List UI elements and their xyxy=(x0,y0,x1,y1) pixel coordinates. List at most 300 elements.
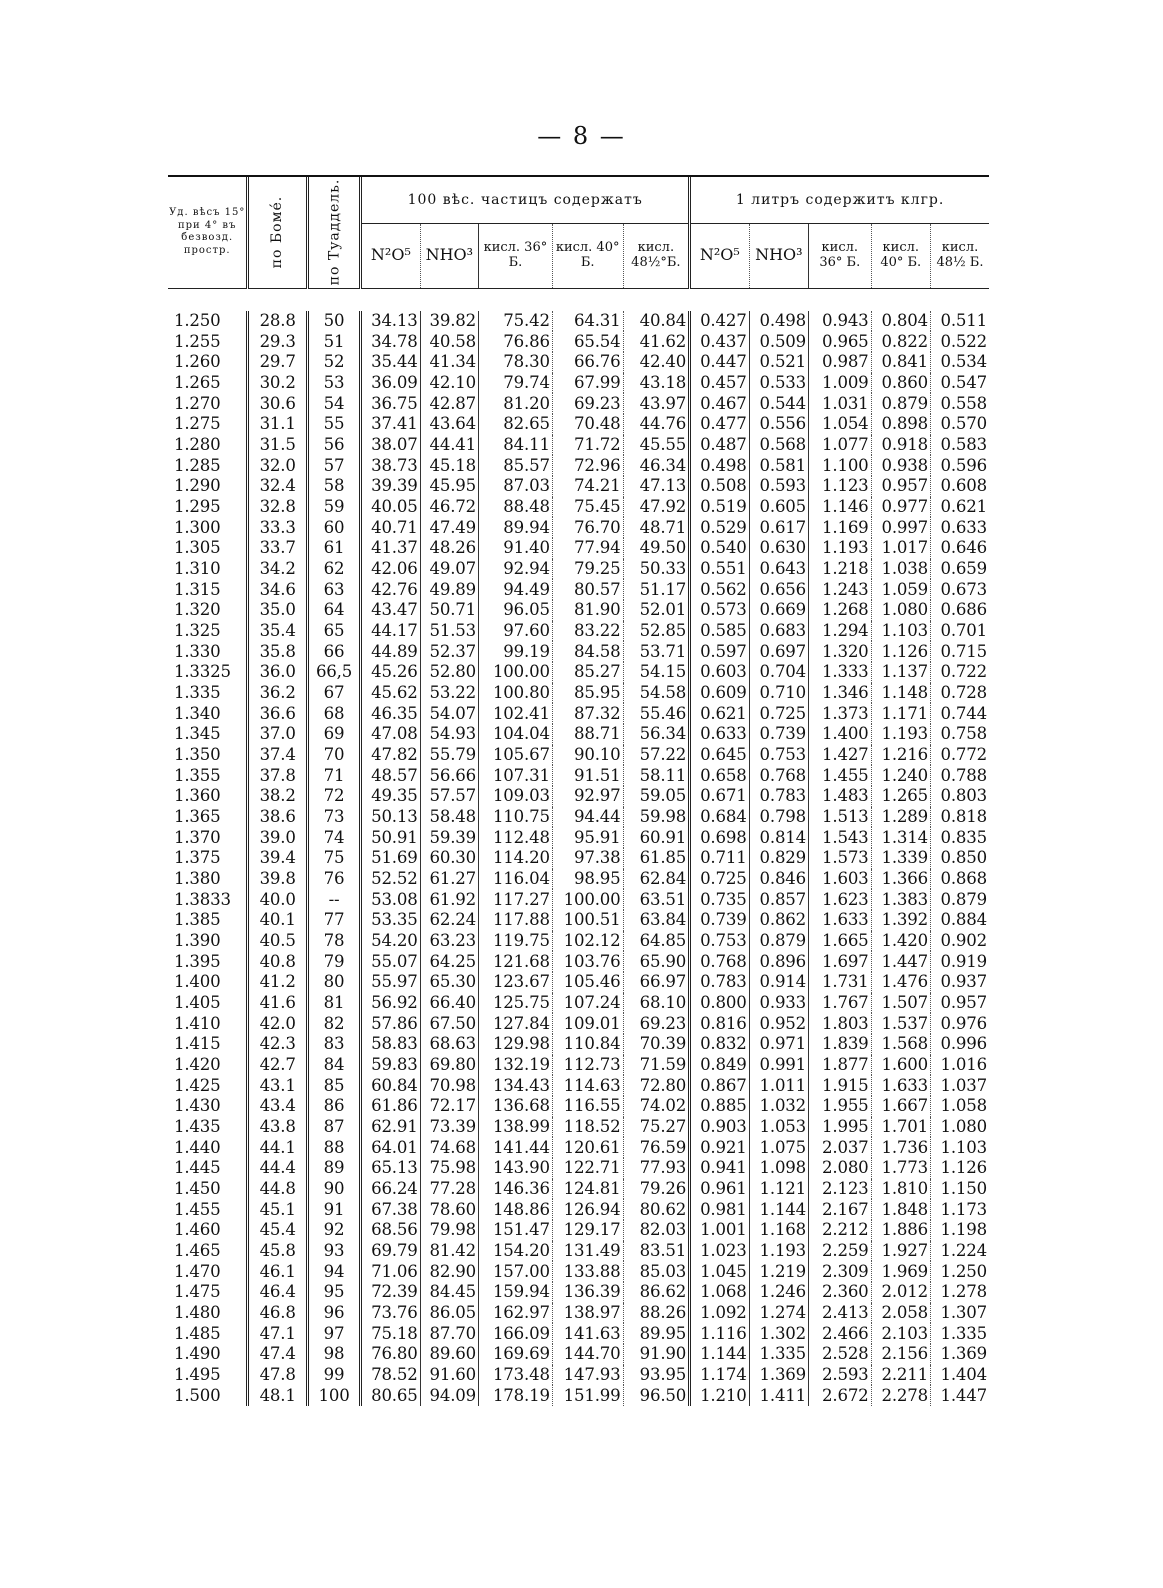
acid36-kg-cell: 1.333 xyxy=(809,662,872,683)
acid36-kg-cell: 2.259 xyxy=(809,1241,872,1262)
twaddell-cell: 57 xyxy=(307,455,360,476)
acid36-percent-cell: 141.44 xyxy=(479,1137,553,1158)
twaddell-cell: 51 xyxy=(307,331,360,352)
twaddell-cell: 76 xyxy=(307,869,360,890)
acid40-kg-cell: 1.240 xyxy=(871,765,930,786)
acid36-kg-cell: 1.146 xyxy=(809,497,872,518)
acid36-kg-cell: 1.193 xyxy=(809,538,872,559)
acid40-percent-cell: 71.72 xyxy=(552,435,623,456)
acid48-kg-cell: 0.686 xyxy=(940,600,987,620)
acid40-percent-cell: 84.58 xyxy=(552,641,623,662)
n2o5-kg-cell: 0.816 xyxy=(690,1013,749,1034)
n2o5-kg-cell: 1.045 xyxy=(690,1261,749,1282)
specific-gravity-cell: 1.445 xyxy=(168,1158,248,1179)
specific-gravity-cell: 1.425 xyxy=(168,1075,248,1096)
table-row xyxy=(168,393,989,414)
n2o5-percent-cell: 59.83 xyxy=(361,1055,420,1076)
n2o5-percent-cell: 55.07 xyxy=(361,951,420,972)
acid40-percent-cell: 110.84 xyxy=(552,1034,623,1055)
nho3-percent-cell: 42.87 xyxy=(420,393,478,414)
acid40-percent-cell: 109.01 xyxy=(552,1013,623,1034)
n2o5-percent-cell: 41.37 xyxy=(361,538,420,559)
nho3-kg-cell: 1.011 xyxy=(749,1075,808,1096)
specific-gravity-cell: 1.450 xyxy=(168,1179,248,1200)
n2o5-kg-cell: 1.068 xyxy=(690,1282,749,1303)
n2o5-kg-cell: 0.658 xyxy=(690,765,749,786)
nho3-kg-cell: 0.533 xyxy=(749,373,808,394)
acid36-percent-cell: 78.30 xyxy=(479,352,553,373)
nho3-percent-cell: 48.26 xyxy=(420,538,478,559)
header-column: кисл. 48½°Б. xyxy=(623,223,690,288)
acid40-kg-cell: 1.171 xyxy=(871,703,930,724)
nho3-kg-cell: 0.753 xyxy=(749,745,808,766)
table-row xyxy=(168,1385,989,1406)
n2o5-percent-cell: 50.13 xyxy=(361,807,420,828)
table-row xyxy=(168,745,989,766)
acid36-percent-cell: 91.40 xyxy=(479,538,553,559)
n2o5-kg-cell: 1.144 xyxy=(690,1344,749,1365)
twaddell-cell: 61 xyxy=(307,538,360,559)
acid48-kg-cell: 0.902 xyxy=(940,930,987,950)
table-row xyxy=(168,311,989,332)
n2o5-percent-cell: 62.91 xyxy=(361,1117,420,1138)
acid48-percent-cell: 76.59 xyxy=(623,1137,690,1158)
acid40-percent-cell: 88.71 xyxy=(552,724,623,745)
nho3-percent-cell: 62.24 xyxy=(420,910,478,931)
nho3-kg-cell: 0.933 xyxy=(749,993,808,1014)
n2o5-kg-cell: 1.092 xyxy=(690,1303,749,1324)
specific-gravity-cell: 1.280 xyxy=(168,435,248,456)
n2o5-kg-cell: 0.783 xyxy=(690,972,749,993)
n2o5-percent-cell: 38.07 xyxy=(361,435,420,456)
specific-gravity-cell: 1.500 xyxy=(168,1385,248,1406)
baume-cell: 47.1 xyxy=(248,1323,307,1344)
acid48-kg-cell: 0.659 xyxy=(940,558,987,578)
table-row xyxy=(168,1261,989,1282)
n2o5-percent-cell: 61.86 xyxy=(361,1096,420,1117)
acid48-kg-cell: 1.307 xyxy=(940,1303,987,1323)
nho3-percent-cell: 63.23 xyxy=(420,931,478,952)
acid36-percent-cell: 173.48 xyxy=(479,1365,553,1386)
table-row xyxy=(168,435,989,456)
acid48-percent-cell: 47.13 xyxy=(623,476,690,497)
acid40-kg-cell: 2.156 xyxy=(871,1344,930,1365)
n2o5-kg-cell: 0.941 xyxy=(690,1158,749,1179)
baume-cell: 43.4 xyxy=(248,1096,307,1117)
acid40-percent-cell: 64.31 xyxy=(552,311,623,332)
baume-cell: 36.6 xyxy=(248,703,307,724)
nho3-percent-cell: 86.05 xyxy=(420,1303,478,1324)
acid40-kg-cell: 1.265 xyxy=(871,786,930,807)
n2o5-percent-cell: 60.84 xyxy=(361,1075,420,1096)
acid48-kg-cell: 1.016 xyxy=(940,1055,987,1075)
acid36-percent-cell: 162.97 xyxy=(479,1303,553,1324)
acid36-percent-cell: 117.27 xyxy=(479,889,553,910)
acid48-kg-cell: 0.646 xyxy=(940,538,987,558)
nho3-percent-cell: 55.79 xyxy=(420,745,478,766)
acid48-kg-cell: 1.173 xyxy=(940,1199,987,1219)
acid36-percent-cell: 125.75 xyxy=(479,993,553,1014)
table-row xyxy=(168,1055,989,1076)
twaddell-cell: 65 xyxy=(307,621,360,642)
acid40-kg-cell: 1.366 xyxy=(871,869,930,890)
specific-gravity-cell: 1.355 xyxy=(168,765,248,786)
baume-cell: 39.4 xyxy=(248,848,307,869)
acid36-kg-cell: 1.031 xyxy=(809,393,872,414)
acid40-percent-cell: 97.38 xyxy=(552,848,623,869)
n2o5-kg-cell: 1.116 xyxy=(690,1323,749,1344)
acid40-kg-cell: 2.103 xyxy=(871,1323,930,1344)
acid40-kg-cell: 1.289 xyxy=(871,807,930,828)
acid48-kg-cell: 1.404 xyxy=(940,1365,987,1385)
acid48-percent-cell: 53.71 xyxy=(623,641,690,662)
specific-gravity-cell: 1.470 xyxy=(168,1261,248,1282)
specific-gravity-cell: 1.430 xyxy=(168,1096,248,1117)
nho3-kg-cell: 1.193 xyxy=(749,1241,808,1262)
acid48-percent-cell: 83.51 xyxy=(623,1241,690,1262)
acid40-percent-cell: 90.10 xyxy=(552,745,623,766)
acid48-kg-cell: 0.919 xyxy=(940,951,987,971)
baume-cell: 39.0 xyxy=(248,827,307,848)
acid48-kg-cell: 0.868 xyxy=(940,868,987,888)
twaddell-cell: 66 xyxy=(307,641,360,662)
nho3-percent-cell: 74.68 xyxy=(420,1137,478,1158)
acid40-kg-cell: 1.886 xyxy=(871,1220,930,1241)
acid36-kg-cell: 0.987 xyxy=(809,352,872,373)
nho3-kg-cell: 0.656 xyxy=(749,579,808,600)
n2o5-kg-cell: 0.540 xyxy=(690,538,749,559)
nho3-percent-cell: 65.30 xyxy=(420,972,478,993)
n2o5-kg-cell: 0.498 xyxy=(690,455,749,476)
table-row xyxy=(168,517,989,538)
acid48-kg-cell: 0.673 xyxy=(940,579,987,599)
n2o5-percent-cell: 34.13 xyxy=(361,311,420,332)
n2o5-percent-cell: 73.76 xyxy=(361,1303,420,1324)
n2o5-kg-cell: 0.457 xyxy=(690,373,749,394)
acid40-kg-cell: 1.568 xyxy=(871,1034,930,1055)
header-column: кисл. 48½ Б. xyxy=(930,223,989,288)
baume-cell: 47.8 xyxy=(248,1365,307,1386)
acid36-kg-cell: 2.167 xyxy=(809,1199,872,1220)
acid36-percent-cell: 116.04 xyxy=(479,869,553,890)
acid36-percent-cell: 151.47 xyxy=(479,1220,553,1241)
table-row xyxy=(168,807,989,828)
table-row xyxy=(168,951,989,972)
n2o5-kg-cell: 0.633 xyxy=(690,724,749,745)
acid36-percent-cell: 99.19 xyxy=(479,641,553,662)
acid40-kg-cell: 1.383 xyxy=(871,889,930,910)
nho3-kg-cell: 0.971 xyxy=(749,1034,808,1055)
header-baume: по Бомé. xyxy=(248,177,307,288)
table-row xyxy=(168,455,989,476)
n2o5-kg-cell: 1.023 xyxy=(690,1241,749,1262)
n2o5-kg-cell: 0.711 xyxy=(690,848,749,869)
acid48-kg-cell: 1.335 xyxy=(940,1323,987,1343)
acid48-percent-cell: 64.85 xyxy=(623,931,690,952)
acid36-percent-cell: 105.67 xyxy=(479,745,553,766)
acid48-percent-cell: 52.01 xyxy=(623,600,690,621)
baume-cell: 35.8 xyxy=(248,641,307,662)
acid48-percent-cell: 58.11 xyxy=(623,765,690,786)
acid48-kg-cell: 0.701 xyxy=(940,620,987,640)
table-row xyxy=(168,786,989,807)
acid48-kg-cell: 1.250 xyxy=(940,1261,987,1281)
twaddell-cell: 84 xyxy=(307,1055,360,1076)
twaddell-cell: 75 xyxy=(307,848,360,869)
n2o5-percent-cell: 44.17 xyxy=(361,621,420,642)
acid40-percent-cell: 151.99 xyxy=(552,1385,623,1406)
nho3-percent-cell: 54.93 xyxy=(420,724,478,745)
acid48-kg-cell: 0.715 xyxy=(940,641,987,661)
nho3-kg-cell: 0.783 xyxy=(749,786,808,807)
acid48-kg-cell: 1.369 xyxy=(940,1344,987,1364)
nho3-kg-cell: 0.829 xyxy=(749,848,808,869)
baume-cell: 37.8 xyxy=(248,765,307,786)
baume-cell: 46.1 xyxy=(248,1261,307,1282)
n2o5-kg-cell: 0.739 xyxy=(690,910,749,931)
acid40-kg-cell: 0.918 xyxy=(871,435,930,456)
acid36-kg-cell: 1.123 xyxy=(809,476,872,497)
n2o5-kg-cell: 0.735 xyxy=(690,889,749,910)
acid36-percent-cell: 157.00 xyxy=(479,1261,553,1282)
acid48-percent-cell: 41.62 xyxy=(623,331,690,352)
n2o5-percent-cell: 56.92 xyxy=(361,993,420,1014)
n2o5-kg-cell: 0.508 xyxy=(690,476,749,497)
nho3-kg-cell: 0.521 xyxy=(749,352,808,373)
acid40-kg-cell: 1.810 xyxy=(871,1179,930,1200)
header-column: NHO³ xyxy=(420,223,478,288)
acid48-percent-cell: 89.95 xyxy=(623,1323,690,1344)
table-row xyxy=(168,993,989,1014)
twaddell-cell: 99 xyxy=(307,1365,360,1386)
specific-gravity-cell: 1.455 xyxy=(168,1199,248,1220)
acid40-kg-cell: 1.193 xyxy=(871,724,930,745)
acid36-kg-cell: 1.427 xyxy=(809,745,872,766)
acid36-percent-cell: 159.94 xyxy=(479,1282,553,1303)
acid48-kg-cell: 0.744 xyxy=(940,703,987,723)
nho3-percent-cell: 57.57 xyxy=(420,786,478,807)
acid48-kg-cell: 1.037 xyxy=(940,1075,987,1095)
specific-gravity-cell: 1.385 xyxy=(168,910,248,931)
acid36-percent-cell: 110.75 xyxy=(479,807,553,828)
acid48-percent-cell: 54.58 xyxy=(623,683,690,704)
acid40-kg-cell: 1.476 xyxy=(871,972,930,993)
nho3-kg-cell: 1.335 xyxy=(749,1344,808,1365)
acid48-percent-cell: 63.51 xyxy=(623,889,690,910)
nho3-percent-cell: 89.60 xyxy=(420,1344,478,1365)
acid36-percent-cell: 89.94 xyxy=(479,517,553,538)
acid40-kg-cell: 0.997 xyxy=(871,517,930,538)
nho3-kg-cell: 1.053 xyxy=(749,1117,808,1138)
acid36-kg-cell: 1.009 xyxy=(809,373,872,394)
acid36-percent-cell: 76.86 xyxy=(479,331,553,352)
acid40-percent-cell: 141.63 xyxy=(552,1323,623,1344)
n2o5-kg-cell: 0.519 xyxy=(690,497,749,518)
acid48-percent-cell: 68.10 xyxy=(623,993,690,1014)
specific-gravity-cell: 1.465 xyxy=(168,1241,248,1262)
acid40-percent-cell: 79.25 xyxy=(552,559,623,580)
twaddell-cell: 52 xyxy=(307,352,360,373)
baume-cell: 36.0 xyxy=(248,662,307,683)
table-row xyxy=(168,662,989,683)
acid40-kg-cell: 1.148 xyxy=(871,683,930,704)
n2o5-percent-cell: 40.71 xyxy=(361,517,420,538)
nho3-kg-cell: 0.814 xyxy=(749,827,808,848)
acid36-percent-cell: 178.19 xyxy=(479,1385,553,1406)
acid48-percent-cell: 75.27 xyxy=(623,1117,690,1138)
nho3-percent-cell: 94.09 xyxy=(420,1385,478,1406)
acid36-percent-cell: 136.68 xyxy=(479,1096,553,1117)
twaddell-cell: 85 xyxy=(307,1075,360,1096)
nho3-kg-cell: 1.219 xyxy=(749,1261,808,1282)
nho3-kg-cell: 0.556 xyxy=(749,414,808,435)
table-row xyxy=(168,889,989,910)
specific-gravity-cell: 1.405 xyxy=(168,993,248,1014)
baume-cell: 38.2 xyxy=(248,786,307,807)
nho3-percent-cell: 40.58 xyxy=(420,331,478,352)
acid36-kg-cell: 0.965 xyxy=(809,331,872,352)
acid48-kg-cell: 0.621 xyxy=(940,496,987,516)
acid36-percent-cell: 96.05 xyxy=(479,600,553,621)
twaddell-cell: 80 xyxy=(307,972,360,993)
nho3-kg-cell: 1.274 xyxy=(749,1303,808,1324)
baume-cell: 33.7 xyxy=(248,538,307,559)
baume-cell: 45.8 xyxy=(248,1241,307,1262)
acid36-percent-cell: 134.43 xyxy=(479,1075,553,1096)
acid40-percent-cell: 112.73 xyxy=(552,1055,623,1076)
specific-gravity-cell: 1.420 xyxy=(168,1055,248,1076)
nho3-kg-cell: 0.704 xyxy=(749,662,808,683)
twaddell-cell: 50 xyxy=(307,311,360,332)
acid48-kg-cell: 0.937 xyxy=(940,972,987,992)
table-row xyxy=(168,972,989,993)
acid48-kg-cell: 0.596 xyxy=(940,455,987,475)
specific-gravity-cell: 1.260 xyxy=(168,352,248,373)
acid36-percent-cell: 84.11 xyxy=(479,435,553,456)
acid40-percent-cell: 100.51 xyxy=(552,910,623,931)
acid36-percent-cell: 119.75 xyxy=(479,931,553,952)
baume-cell: 44.1 xyxy=(248,1137,307,1158)
baume-cell: 47.4 xyxy=(248,1344,307,1365)
n2o5-percent-cell: 49.35 xyxy=(361,786,420,807)
n2o5-percent-cell: 65.13 xyxy=(361,1158,420,1179)
table-row xyxy=(168,1365,989,1386)
acid36-percent-cell: 79.74 xyxy=(479,373,553,394)
nho3-kg-cell: 0.914 xyxy=(749,972,808,993)
twaddell-cell: 58 xyxy=(307,476,360,497)
acid40-percent-cell: 126.94 xyxy=(552,1199,623,1220)
acid48-kg-cell: 1.198 xyxy=(940,1220,987,1240)
acid48-percent-cell: 96.50 xyxy=(623,1385,690,1406)
acid40-kg-cell: 1.038 xyxy=(871,559,930,580)
acid48-kg-cell: 0.522 xyxy=(940,331,987,351)
acid40-kg-cell: 1.080 xyxy=(871,600,930,621)
nho3-percent-cell: 87.70 xyxy=(420,1323,478,1344)
nho3-kg-cell: 0.669 xyxy=(749,600,808,621)
n2o5-kg-cell: 1.174 xyxy=(690,1365,749,1386)
acid36-percent-cell: 107.31 xyxy=(479,765,553,786)
acid40-percent-cell: 85.95 xyxy=(552,683,623,704)
nho3-kg-cell: 0.896 xyxy=(749,951,808,972)
acid48-kg-cell: 0.633 xyxy=(940,517,987,537)
acid40-kg-cell: 2.211 xyxy=(871,1365,930,1386)
twaddell-cell: 82 xyxy=(307,1013,360,1034)
nho3-kg-cell: 0.862 xyxy=(749,910,808,931)
acid36-kg-cell: 1.513 xyxy=(809,807,872,828)
acid48-kg-cell: 1.150 xyxy=(940,1179,987,1199)
twaddell-cell: 96 xyxy=(307,1303,360,1324)
acid40-kg-cell: 1.667 xyxy=(871,1096,930,1117)
nho3-percent-cell: 79.98 xyxy=(420,1220,478,1241)
acid40-kg-cell: 1.314 xyxy=(871,827,930,848)
nho3-kg-cell: 0.605 xyxy=(749,497,808,518)
acid36-kg-cell: 2.528 xyxy=(809,1344,872,1365)
table-row xyxy=(168,1096,989,1117)
specific-gravity-cell: 1.440 xyxy=(168,1137,248,1158)
specific-gravity-cell: 1.325 xyxy=(168,621,248,642)
acid48-percent-cell: 70.39 xyxy=(623,1034,690,1055)
n2o5-kg-cell: 0.427 xyxy=(690,311,749,332)
baume-cell: 32.0 xyxy=(248,455,307,476)
specific-gravity-cell: 1.460 xyxy=(168,1220,248,1241)
twaddell-cell: 97 xyxy=(307,1323,360,1344)
acid48-percent-cell: 52.85 xyxy=(623,621,690,642)
table-row xyxy=(168,1323,989,1344)
specific-gravity-cell: 1.290 xyxy=(168,476,248,497)
acid40-percent-cell: 91.51 xyxy=(552,765,623,786)
data-table xyxy=(168,177,989,1406)
n2o5-kg-cell: 0.725 xyxy=(690,869,749,890)
specific-gravity-cell: 1.395 xyxy=(168,951,248,972)
twaddell-cell: -- xyxy=(307,889,360,910)
nho3-kg-cell: 0.739 xyxy=(749,724,808,745)
nho3-kg-cell: 1.121 xyxy=(749,1179,808,1200)
n2o5-percent-cell: 43.47 xyxy=(361,600,420,621)
acid36-kg-cell: 1.243 xyxy=(809,579,872,600)
n2o5-kg-cell: 0.447 xyxy=(690,352,749,373)
n2o5-percent-cell: 35.44 xyxy=(361,352,420,373)
table-row xyxy=(168,373,989,394)
acid48-percent-cell: 71.59 xyxy=(623,1055,690,1076)
header-column: кисл. 36° Б. xyxy=(479,223,553,288)
acid40-percent-cell: 102.12 xyxy=(552,931,623,952)
table-row xyxy=(168,1199,989,1220)
nho3-kg-cell: 0.683 xyxy=(749,621,808,642)
n2o5-kg-cell: 0.609 xyxy=(690,683,749,704)
n2o5-kg-cell: 0.768 xyxy=(690,951,749,972)
acid36-kg-cell: 1.915 xyxy=(809,1075,872,1096)
n2o5-percent-cell: 45.26 xyxy=(361,662,420,683)
table-row xyxy=(168,1117,989,1138)
specific-gravity-cell: 1.295 xyxy=(168,497,248,518)
acid40-percent-cell: 118.52 xyxy=(552,1117,623,1138)
specific-gravity-cell: 1.250 xyxy=(168,311,248,332)
nho3-percent-cell: 72.17 xyxy=(420,1096,478,1117)
nho3-percent-cell: 41.34 xyxy=(420,352,478,373)
specific-gravity-cell: 1.340 xyxy=(168,703,248,724)
acid48-percent-cell: 55.46 xyxy=(623,703,690,724)
acid48-percent-cell: 56.34 xyxy=(623,724,690,745)
nho3-percent-cell: 50.71 xyxy=(420,600,478,621)
nho3-percent-cell: 53.22 xyxy=(420,683,478,704)
nho3-kg-cell: 0.710 xyxy=(749,683,808,704)
twaddell-cell: 62 xyxy=(307,559,360,580)
n2o5-percent-cell: 42.06 xyxy=(361,559,420,580)
n2o5-kg-cell: 0.437 xyxy=(690,331,749,352)
n2o5-percent-cell: 55.97 xyxy=(361,972,420,993)
n2o5-percent-cell: 53.08 xyxy=(361,889,420,910)
twaddell-cell: 91 xyxy=(307,1199,360,1220)
